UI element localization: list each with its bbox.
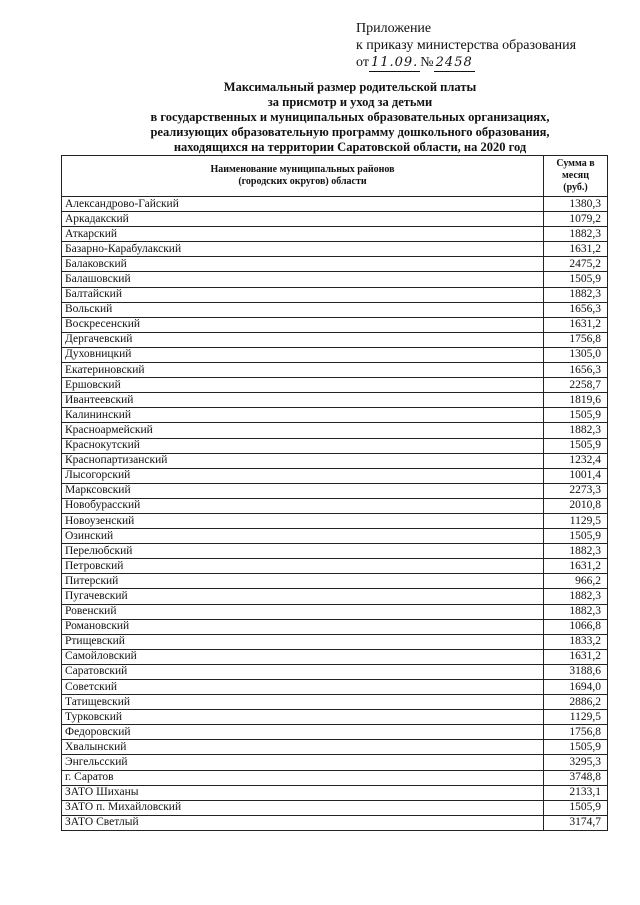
table-row xyxy=(62,317,608,332)
table-row xyxy=(62,468,608,483)
amount-cell: 1882,3 xyxy=(544,287,608,302)
amount-cell: 1001,4 xyxy=(544,468,608,483)
amount-cell: 1631,2 xyxy=(544,242,608,257)
district-name-cell: Энгельсский xyxy=(62,755,544,770)
amount-cell: 1833,2 xyxy=(544,634,608,649)
district-name-cell: г. Саратов xyxy=(62,770,544,785)
district-name-cell: Базарно-Карабулакский xyxy=(62,242,544,257)
amount-cell: 2010,8 xyxy=(544,498,608,513)
table-row xyxy=(62,800,608,815)
district-name-cell: Озинский xyxy=(62,529,544,544)
table-row xyxy=(62,695,608,710)
table-row xyxy=(62,438,608,453)
amount-cell: 1079,2 xyxy=(544,212,608,227)
district-name-cell: Пугачевский xyxy=(62,589,544,604)
annex-block xyxy=(356,20,626,72)
order-line xyxy=(356,54,626,72)
district-name-cell: Балаковский xyxy=(62,257,544,272)
table-row xyxy=(62,649,608,664)
district-name-cell: Балашовский xyxy=(62,272,544,287)
table-row xyxy=(62,604,608,619)
table-row xyxy=(62,302,608,317)
table-row xyxy=(62,393,608,408)
table-row xyxy=(62,725,608,740)
amount-cell: 1631,2 xyxy=(544,317,608,332)
district-name-cell: Александрово-Гайский xyxy=(62,197,544,212)
district-name-cell: Новобурасский xyxy=(62,498,544,513)
amount-cell: 3748,8 xyxy=(544,770,608,785)
amount-cell: 1505,9 xyxy=(544,800,608,815)
district-name-cell: Ртищевский xyxy=(62,634,544,649)
amount-cell: 1656,3 xyxy=(544,363,608,378)
amount-cell: 1882,3 xyxy=(544,227,608,242)
district-name-cell: Питерский xyxy=(62,574,544,589)
amount-cell: 1129,5 xyxy=(544,710,608,725)
district-name-cell: Марксовский xyxy=(62,483,544,498)
table-row xyxy=(62,483,608,498)
district-name-cell: Духовницкий xyxy=(62,347,544,362)
amount-cell: 1505,9 xyxy=(544,740,608,755)
district-name-cell: Советский xyxy=(62,680,544,695)
table-row xyxy=(62,680,608,695)
annex-order-ref: к приказу министерства образования xyxy=(356,38,577,53)
district-name-cell: Екатериновский xyxy=(62,363,544,378)
table-row xyxy=(62,740,608,755)
district-name-cell: Аткарский xyxy=(62,227,544,242)
district-name-cell: Лысогорский xyxy=(62,468,544,483)
amount-cell: 3295,3 xyxy=(544,755,608,770)
header-district-name-text: Наименование муниципальных районов (городских округов) области xyxy=(210,164,395,187)
header-district-name xyxy=(62,156,544,197)
district-name-cell: Ершовский xyxy=(62,378,544,393)
district-name-cell: ЗАТО п. Михайловский xyxy=(62,800,544,815)
amount-cell: 3174,7 xyxy=(544,815,608,830)
district-name-cell: Краснопартизанский xyxy=(62,453,544,468)
district-name-cell: Воскресенский xyxy=(62,317,544,332)
district-name-cell: Ивантеевский xyxy=(62,393,544,408)
document-heading xyxy=(90,80,610,155)
amount-cell: 1819,6 xyxy=(544,393,608,408)
district-name-cell: Перелюбский xyxy=(62,544,544,559)
table-row xyxy=(62,378,608,393)
table-row xyxy=(62,710,608,725)
district-name-cell: Красноармейский xyxy=(62,423,544,438)
district-name-cell: Татищевский xyxy=(62,695,544,710)
amount-cell: 2475,2 xyxy=(544,257,608,272)
table-row xyxy=(62,287,608,302)
table-row xyxy=(62,574,608,589)
district-name-cell: Самойловский xyxy=(62,649,544,664)
table-row xyxy=(62,513,608,528)
amount-cell: 1656,3 xyxy=(544,302,608,317)
table-row xyxy=(62,815,608,830)
table-row xyxy=(62,212,608,227)
order-prefix: от xyxy=(356,55,369,70)
amount-cell: 1756,8 xyxy=(544,332,608,347)
district-name-cell: ЗАТО Шиханы xyxy=(62,785,544,800)
amount-cell: 1882,3 xyxy=(544,544,608,559)
table-header-row xyxy=(62,156,608,197)
district-name-cell: Дергачевский xyxy=(62,332,544,347)
amount-cell: 1232,4 xyxy=(544,453,608,468)
table-row xyxy=(62,242,608,257)
district-name-cell: Калининский xyxy=(62,408,544,423)
amount-cell: 1505,9 xyxy=(544,408,608,423)
table-row xyxy=(62,755,608,770)
order-number: 2458 xyxy=(435,55,473,70)
district-name-cell: Турковский xyxy=(62,710,544,725)
table-row xyxy=(62,227,608,242)
heading-line-4: реализующих образовательную программу дошкольного образования, xyxy=(150,125,550,139)
header-amount xyxy=(544,156,608,197)
amount-cell: 1305,0 xyxy=(544,347,608,362)
amount-cell: 1631,2 xyxy=(544,559,608,574)
table-row xyxy=(62,332,608,347)
fee-table xyxy=(61,155,608,831)
amount-cell: 3188,6 xyxy=(544,664,608,679)
amount-cell: 1380,3 xyxy=(544,197,608,212)
amount-cell: 966,2 xyxy=(544,574,608,589)
district-name-cell: Краснокутский xyxy=(62,438,544,453)
district-name-cell: Вольский xyxy=(62,302,544,317)
amount-cell: 2273,3 xyxy=(544,483,608,498)
amount-cell: 2258,7 xyxy=(544,378,608,393)
table-row xyxy=(62,559,608,574)
table-row xyxy=(62,453,608,468)
amount-cell: 1756,8 xyxy=(544,725,608,740)
amount-cell: 1129,5 xyxy=(544,513,608,528)
table-row xyxy=(62,785,608,800)
table-row xyxy=(62,272,608,287)
district-name-cell: Романовский xyxy=(62,619,544,634)
amount-cell: 1505,9 xyxy=(544,529,608,544)
table-row xyxy=(62,770,608,785)
amount-cell: 2886,2 xyxy=(544,695,608,710)
amount-cell: 1505,9 xyxy=(544,438,608,453)
district-name-cell: Хвалынский xyxy=(62,740,544,755)
annex-title: Приложение xyxy=(356,21,432,36)
amount-cell: 1882,3 xyxy=(544,423,608,438)
table-row xyxy=(62,619,608,634)
heading-line-1: Максимальный размер родительской платы xyxy=(223,80,477,94)
district-name-cell: Петровский xyxy=(62,559,544,574)
amount-cell: 1505,9 xyxy=(544,272,608,287)
table-row xyxy=(62,589,608,604)
table-row xyxy=(62,423,608,438)
district-name-cell: Новоузенский xyxy=(62,513,544,528)
table-row xyxy=(62,363,608,378)
heading-line-5: находящихся на территории Саратовской области, на 2020 год xyxy=(173,140,527,154)
amount-cell: 1882,3 xyxy=(544,604,608,619)
table-row xyxy=(62,544,608,559)
table-row xyxy=(62,408,608,423)
table-row xyxy=(62,257,608,272)
amount-cell: 1631,2 xyxy=(544,649,608,664)
amount-cell: 1066,8 xyxy=(544,619,608,634)
district-name-cell: Балтайский xyxy=(62,287,544,302)
amount-cell: 1694,0 xyxy=(544,680,608,695)
order-number-label: № xyxy=(420,55,434,70)
table-row xyxy=(62,634,608,649)
table-row xyxy=(62,498,608,513)
district-name-cell: Ровенский xyxy=(62,604,544,619)
district-name-cell: Аркадакский xyxy=(62,212,544,227)
table-row xyxy=(62,197,608,212)
table-row xyxy=(62,664,608,679)
table-row xyxy=(62,347,608,362)
table-row xyxy=(62,529,608,544)
heading-line-2: за присмотр и уход за детьми xyxy=(267,95,433,109)
district-name-cell: Федоровский xyxy=(62,725,544,740)
heading-line-3: в государственных и муниципальных образовательных организациях, xyxy=(150,110,550,124)
amount-cell: 1882,3 xyxy=(544,589,608,604)
table-body xyxy=(62,197,608,831)
amount-cell: 2133,1 xyxy=(544,785,608,800)
district-name-cell: ЗАТО Светлый xyxy=(62,815,544,830)
district-name-cell: Саратовский xyxy=(62,664,544,679)
header-amount-text: Сумма в месяц (руб.) xyxy=(556,158,595,193)
order-date: 11.09. xyxy=(370,55,419,70)
